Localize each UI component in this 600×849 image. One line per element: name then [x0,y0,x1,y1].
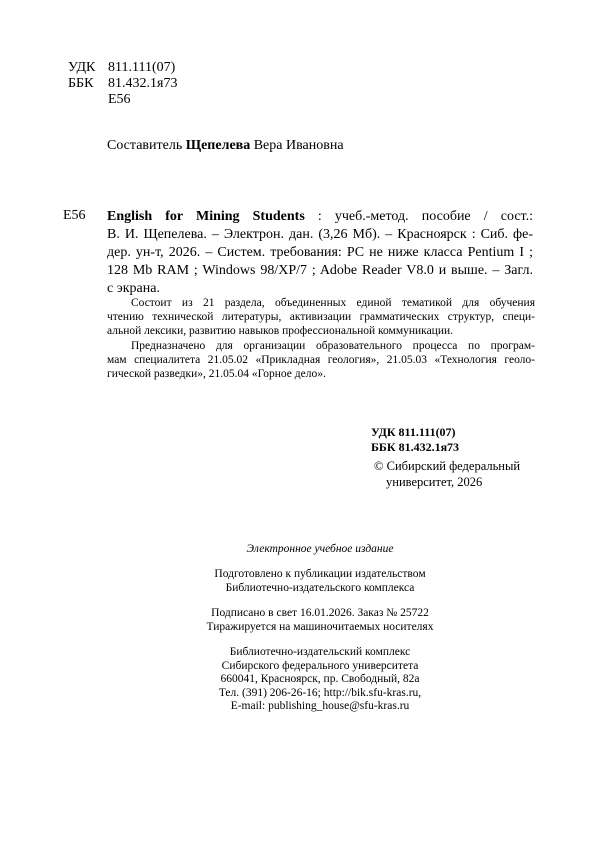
udk-row [68,60,177,76]
book-title: English for Mining Students [107,209,305,224]
prepared-line-1: Подготовлено к публикации издательством [214,568,426,580]
compiler-label: Составитель [107,138,183,153]
entry-line-4: 128 Mb RAM ; Windows 98/XP/7 ; Adobe Reader V8.0 и выше. – Загл. [107,263,533,278]
entry-line-5: с экрана. [107,281,160,296]
udk-label: УДК [68,60,96,75]
edition-type [160,543,480,557]
annotation [107,296,535,381]
compiler-line [107,138,344,154]
annotation-p2-line: гической разведки», 21.05.04 «Горное дело». [107,367,326,380]
replicated-line: Тиражируется на машиночитаемых носителях [206,620,434,633]
entry-author-mark: Е56 [63,208,86,223]
classification-right [371,425,459,455]
edition-type-text: Электронное учебное издание [246,543,394,555]
prepared-line-2: Библиотечно-издательского комплекса [225,581,415,594]
author-mark: Е56 [108,92,131,107]
copyright-line-1: © Сибирский федеральный [374,459,521,473]
classification-block [68,60,177,108]
compiler-surname: Щепелева [185,138,251,153]
compiler-given-names: Вера Ивановна [253,138,344,153]
annotation-p1-line: альной лексики, развитию навыков профессиональной коммуникации. [107,325,454,338]
publisher-line-1: Библиотечно-издательский комплекс [229,646,411,658]
udk-value: 811.111(07) [108,60,176,75]
bbk-row [68,76,177,92]
bbk-right: ББК 81.432.1я73 [371,440,460,454]
annotation-p2-line: мам специалитета 21.05.02 «Прикладная геология», 21.05.03 «Технология геоло- [107,353,535,366]
annotation-p1-line: чтению технической литературы, активизации грамматических структур, специ- [107,311,535,324]
signed-line: Подписано в свет 16.01.2026. Заказ № 25722 [211,607,429,619]
publisher-line-2: Сибирского федерального университета [221,659,419,672]
copyright-line-2: университет, 2026 [386,475,483,489]
publisher-phone: Тел. (391) 206-26-16; http://bik.sfu-kras.ru, [218,686,422,699]
prepared-by [160,568,480,595]
entry-line-1 [107,208,533,226]
entry-line-3: дер. ун-т, 2026. – Систем. требования: PC не ниже класса Pentium I ; [107,245,533,260]
bbk-label: ББК [68,76,94,91]
publisher-email: E-mail: publishing_house@sfu-kras.ru [230,700,410,712]
publisher-info [160,646,480,714]
annotation-p2-line: Предназначено для организации образовательного процесса по програм- [131,339,535,352]
entry-line-1-rest: : учеб.-метод. пособие / сост.: [317,209,533,224]
bibliographic-entry [107,208,533,298]
publication-info [160,607,480,634]
publisher-address: 660041, Красноярск, пр. Свободный, 82а [220,673,420,685]
entry-line-2: В. И. Щепелева. – Электрон. дан. (3,26 Мб). – Красноярск : Сиб. фе- [107,227,533,242]
bbk-value: 81.432.1я73 [108,76,178,91]
annotation-p1-line: Состоит из 21 раздела, объединенных единой тематикой для обучения [131,297,535,309]
udk-right: УДК 811.111(07) [371,425,456,439]
copyright-notice [374,458,520,490]
